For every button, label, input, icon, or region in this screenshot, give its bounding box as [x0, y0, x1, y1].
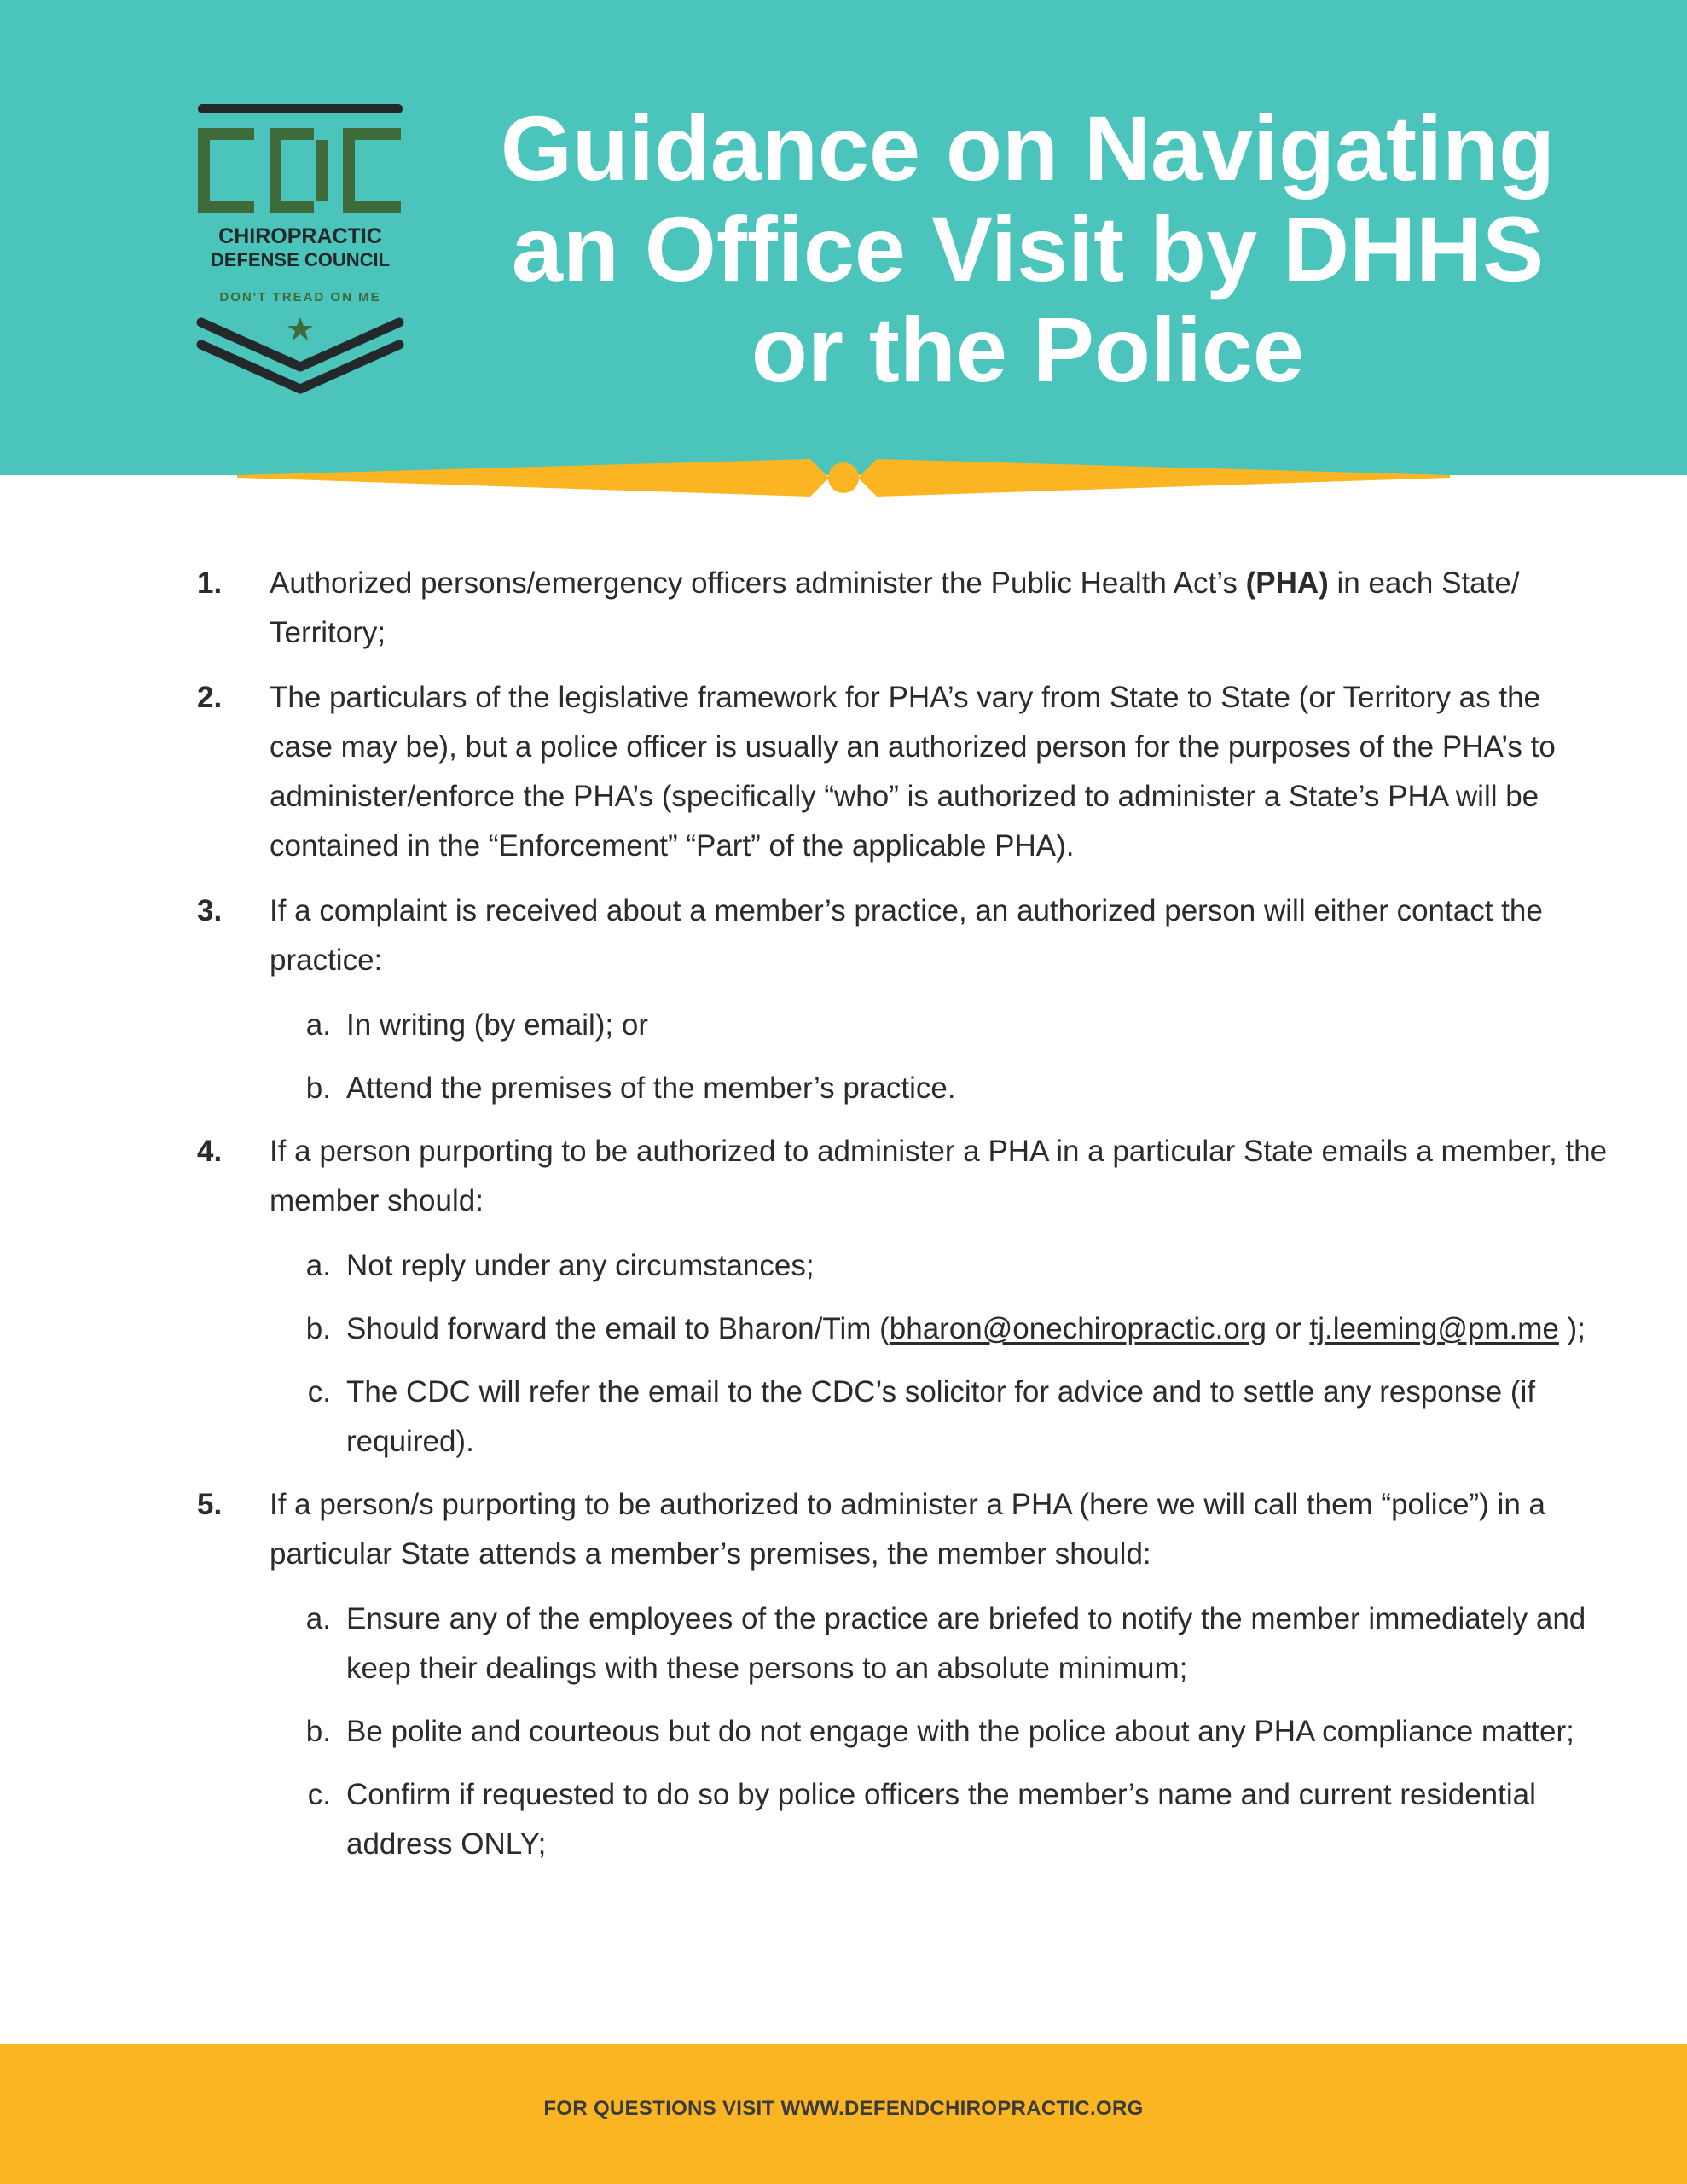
item-number: 5. [197, 1488, 223, 1521]
list-item-3 [194, 886, 1610, 985]
sub-text: Not reply under any circumstances; [346, 1249, 815, 1282]
item-text: If a complaint is received about a member’s practice, an authorized person will either contact the practice: [270, 894, 1543, 977]
sub-item-4c [194, 1368, 1610, 1467]
item-number: 3. [197, 894, 223, 927]
item-text: If a person/s purporting to be authorized to administer a PHA (here we will call them “police”) in a particular State attends a member’s premises, the member should: [270, 1488, 1545, 1571]
sub-letter: c. [307, 1778, 331, 1811]
sub-text: Be polite and courteous but do not engage with the police about any PHA compliance matter; [346, 1715, 1574, 1748]
sub-text: Should forward the email to Bharon/Tim (bharon@onechiropractic.org or tj.leeming@pm.me ); [346, 1312, 1586, 1345]
sub-letter: a. [305, 1008, 331, 1042]
sub-text: Attend the premises of the member’s practice. [346, 1072, 956, 1105]
sub-item-5b [194, 1707, 1610, 1757]
item-number: 2. [197, 681, 223, 714]
item-text: The particulars of the legislative framework for PHA’s vary from State to State (or Territory as the case may be), but a police officer is usually an authorized person for the purposes of the PHA’s to administer/enforce the PHA’s (specifically “who” is authorized to administer a State’s PHA will be contained in the “Enforcement” “Part” of the applicable PHA). [270, 681, 1556, 863]
pha-abbreviation: (PHA) [1245, 566, 1329, 600]
sub-text: Confirm if requested to do so by police officers the member’s name and current residential address ONLY; [346, 1778, 1536, 1861]
email-link-bharon[interactable]: bharon@onechiropractic.org [889, 1312, 1267, 1345]
list-item-1 [194, 559, 1610, 658]
sub-letter: b. [305, 1715, 331, 1748]
item-number: 4. [197, 1135, 223, 1168]
sub-item-4b [194, 1304, 1610, 1354]
sub-letter: a. [305, 1602, 331, 1635]
email-link-tim[interactable]: tj.leeming@pm.me [1309, 1312, 1559, 1345]
sub-text: The CDC will refer the email to the CDC’s solicitor for advice and to settle any response (if required). [346, 1375, 1536, 1458]
sub-text: Ensure any of the employees of the practice are briefed to notify the member immediately and keep their dealings with these persons to an absolute minimum; [346, 1602, 1586, 1685]
sub-item-4a [194, 1241, 1610, 1291]
page-title [461, 98, 1595, 400]
list-item-2 [194, 673, 1610, 871]
list-item-5 [194, 1480, 1610, 1579]
sub-letter: a. [305, 1249, 331, 1282]
gold-divider-ornament [0, 452, 1687, 503]
item-number: 1. [197, 566, 223, 600]
sub-item-3b [194, 1064, 1610, 1113]
sub-letter: b. [305, 1312, 331, 1345]
logo-line1: CHIROPRACTIC [218, 224, 382, 248]
logo-line2: DEFENSE COUNCIL [210, 249, 391, 270]
title-line-3: or the Police [751, 298, 1305, 401]
sub-item-5c [194, 1770, 1610, 1869]
logo-motto: DON'T TREAD ON ME [219, 290, 381, 305]
guidance-list [194, 559, 1610, 1883]
header-banner [0, 0, 1687, 475]
footer-website-text[interactable]: FOR QUESTIONS VISIT WWW.DEFENDCHIROPRACTIC.ORG [543, 2097, 1144, 2120]
item-text: Authorized persons/emergency officers administer the Public Health Act’s (PHA) in each State/ Territory; [270, 566, 1520, 649]
title-line-1: Guidance on Navigating [500, 96, 1556, 200]
sub-item-5a [194, 1594, 1610, 1693]
sub-text: In writing (by email); or [346, 1008, 648, 1042]
sub-letter: b. [305, 1072, 331, 1105]
sub-item-3a [194, 1001, 1610, 1050]
star-chevron-logo-icon [196, 102, 405, 397]
cdc-logo [196, 102, 405, 397]
item-text: If a person purporting to be authorized to administer a PHA in a particular State emails a member, the member should: [270, 1135, 1608, 1217]
list-item-4 [194, 1127, 1610, 1226]
footer-banner [0, 2044, 1687, 2184]
sub-letter: c. [307, 1375, 331, 1409]
title-line-2: an Office Visit by DHHS [511, 197, 1545, 300]
